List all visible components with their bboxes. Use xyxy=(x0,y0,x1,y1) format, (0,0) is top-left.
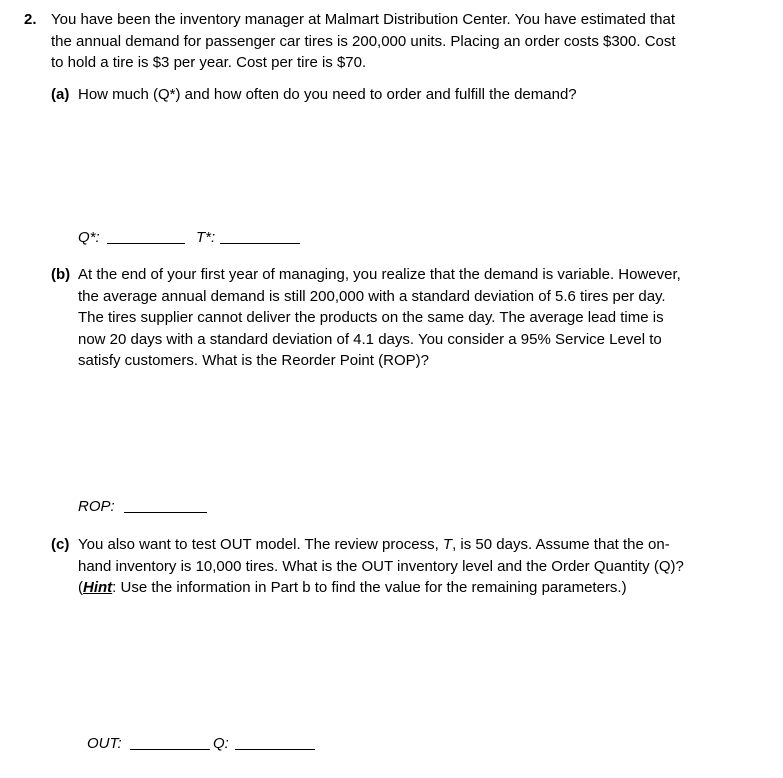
part-a-label: (a) xyxy=(51,86,70,103)
part-c-label: (c) xyxy=(51,536,70,553)
intro-line: You have been the inventory manager at Malmart Distribution Center. You have estimated that xyxy=(51,11,675,28)
q-label: Q: xyxy=(213,735,229,752)
part-c-question xyxy=(78,534,684,599)
review-period-variable: T xyxy=(442,536,453,553)
part-b-line: satisfy customers. What is the Reorder Point (ROP)? xyxy=(78,352,429,369)
question-number: 2. xyxy=(24,11,37,28)
part-b-line: At the end of your first year of managing, you realize that the demand is variable. However, xyxy=(78,266,681,283)
part-b-question xyxy=(78,264,681,372)
q-star-label: Q*: xyxy=(78,229,100,246)
part-b-line: the average annual demand is still 200,000 with a standard deviation of 5.6 tires per day. xyxy=(78,287,666,305)
part-c-line-1-post: , is 50 days. Assume that the on- xyxy=(452,536,670,553)
rop-answer-blank[interactable] xyxy=(124,498,207,513)
rop-label: ROP: xyxy=(78,498,115,515)
part-b-label: (b) xyxy=(51,266,71,283)
hint-label: Hint xyxy=(83,579,113,596)
part-a-question: How much (Q*) and how often do you need to order and fulfill the demand? xyxy=(78,86,577,103)
q-answer-blank[interactable] xyxy=(235,735,315,750)
part-b-line: The tires supplier cannot deliver the products on the same day. The average lead time is xyxy=(78,309,664,326)
part-c-line-1 xyxy=(78,534,684,556)
out-answer-blank[interactable] xyxy=(130,735,210,750)
part-b-line: now 20 days with a standard deviation of 4.1 days. You consider a 95% Service Level to xyxy=(78,330,662,348)
hint-open-paren: ( xyxy=(78,579,83,596)
hint-text: : Use the information in Part b to find the value for the remaining parameters.) xyxy=(112,579,627,596)
part-c-line-1-pre: You also want to test OUT model. The review process, xyxy=(78,536,439,553)
intro-line: the annual demand for passenger car tires is 200,000 units. Placing an order costs $300. Cost xyxy=(51,32,676,50)
intro-line: to hold a tire is $3 per year. Cost per tire is $70. xyxy=(51,54,367,71)
part-c-line-2: hand inventory is 10,000 tires. What is the OUT inventory level and the Order Quantity (Q)? xyxy=(78,557,684,575)
q-star-answer-blank[interactable] xyxy=(107,229,185,244)
out-label: OUT: xyxy=(87,735,122,752)
t-star-answer-blank[interactable] xyxy=(220,229,300,244)
part-c-line-3 xyxy=(78,577,684,599)
t-star-label: T*: xyxy=(196,229,216,246)
question-intro xyxy=(51,9,676,74)
